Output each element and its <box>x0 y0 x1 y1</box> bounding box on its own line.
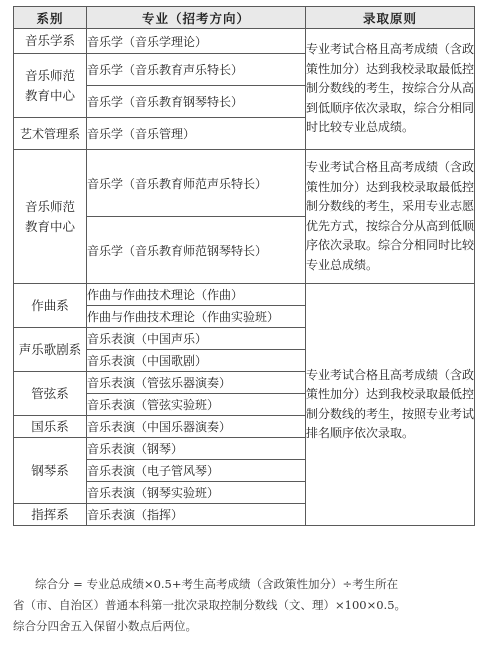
department-cell: 钢琴系 <box>14 438 87 504</box>
table-row <box>14 29 475 54</box>
major-cell: 音乐学（音乐教育师范声乐特长） <box>87 150 306 217</box>
table-header-row <box>14 7 475 29</box>
major-cell: 音乐表演（中国乐器演奏） <box>87 416 306 438</box>
major-cell: 音乐学（音乐教育声乐特长） <box>87 54 306 86</box>
major-cell: 音乐表演（中国歌剧） <box>87 350 306 372</box>
formula-line-2: 省（市、自治区）普通本科第一批次录取控制分数线（文、理）×100×0.5。 <box>13 598 407 612</box>
major-cell: 音乐学（音乐教育钢琴特长） <box>87 86 306 118</box>
major-cell: 音乐学（音乐管理） <box>87 118 306 150</box>
admission-rule-cell: 专业考试合格且高考成绩（含政策性加分）达到我校录取最低控制分数线的考生，采用专业志愿优先方式，按综合分从高到低顺序依次录取。综合分相同时比较专业总成绩。 <box>306 150 475 284</box>
table-row <box>14 284 475 306</box>
department-cell: 音乐学系 <box>14 29 87 54</box>
formula-notes <box>13 574 474 637</box>
major-cell: 音乐学（音乐教育师范钢琴特长） <box>87 217 306 284</box>
department-cell: 指挥系 <box>14 504 87 526</box>
department-cell: 声乐歌剧系 <box>14 328 87 372</box>
header-major: 专业（招考方向） <box>87 7 306 29</box>
major-cell: 音乐表演（管弦实验班） <box>87 394 306 416</box>
major-cell: 音乐表演（钢琴） <box>87 438 306 460</box>
department-cell: 音乐师范教育中心 <box>14 54 87 118</box>
admission-rule-cell: 专业考试合格且高考成绩（含政策性加分）达到我校录取最低控制分数线的考生，按照专业考试排名顺序依次录取。 <box>306 284 475 526</box>
formula-line-1: 综合分 = 专业总成绩×0.5+考生高考成绩（含政策性加分）÷考生所在 <box>35 577 399 591</box>
department-cell: 艺术管理系 <box>14 118 87 150</box>
major-cell: 音乐表演（管弦乐器演奏） <box>87 372 306 394</box>
admission-rules-table <box>13 6 475 526</box>
major-cell: 音乐表演（中国声乐） <box>87 328 306 350</box>
major-cell: 作曲与作曲技术理论（作曲） <box>87 284 306 306</box>
department-cell: 管弦系 <box>14 372 87 416</box>
admission-table-wrapper <box>13 6 474 526</box>
header-department: 系别 <box>14 7 87 29</box>
major-cell: 作曲与作曲技术理论（作曲实验班） <box>87 306 306 328</box>
header-rule: 录取原则 <box>306 7 475 29</box>
formula-line-3: 综合分四舍五入保留小数点后两位。 <box>13 619 197 633</box>
major-cell: 音乐表演（钢琴实验班） <box>87 482 306 504</box>
department-cell: 国乐系 <box>14 416 87 438</box>
table-row <box>14 150 475 217</box>
major-cell: 音乐表演（电子管风琴） <box>87 460 306 482</box>
department-cell: 作曲系 <box>14 284 87 328</box>
major-cell: 音乐学（音乐学理论） <box>87 29 306 54</box>
major-cell: 音乐表演（指挥） <box>87 504 306 526</box>
department-cell: 音乐师范教育中心 <box>14 150 87 284</box>
admission-rule-cell: 专业考试合格且高考成绩（含政策性加分）达到我校录取最低控制分数线的考生，按综合分从高到低顺序依次录取，综合分相同时比较专业总成绩。 <box>306 29 475 150</box>
